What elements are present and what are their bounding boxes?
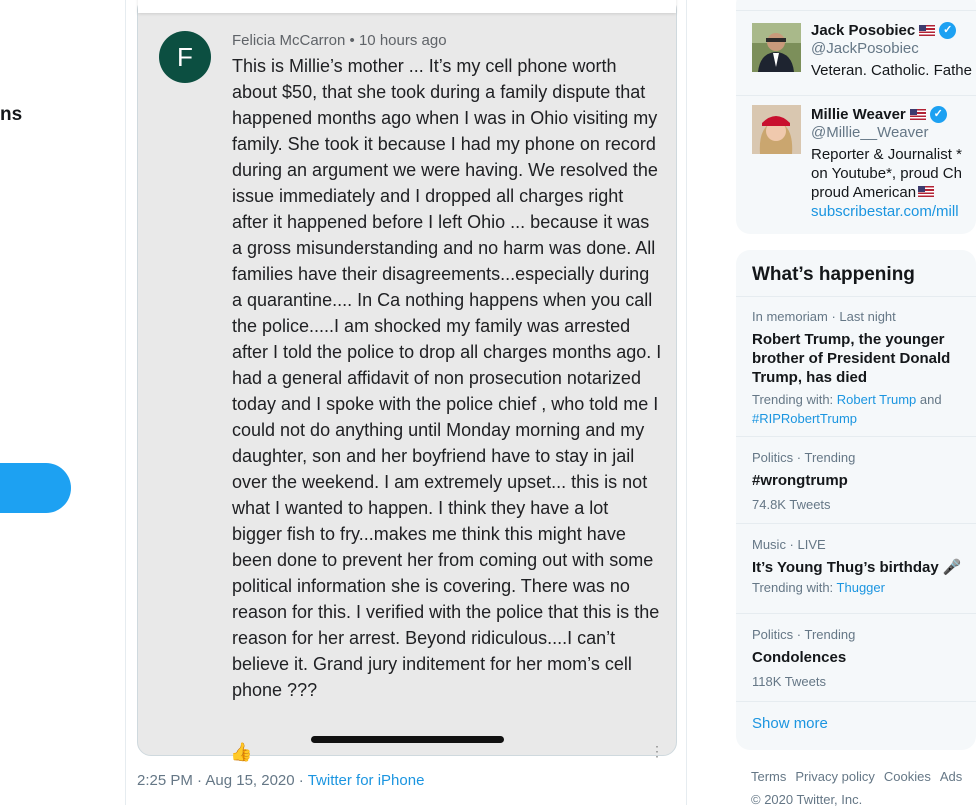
avatar[interactable]	[752, 23, 801, 72]
trend-meta: Politics · Trending	[752, 627, 856, 642]
footer-link-ads[interactable]: Ads	[939, 769, 963, 784]
tweet-source-link[interactable]: Twitter for iPhone	[307, 772, 425, 789]
bio-link[interactable]: subscribestar.com/mill	[811, 203, 959, 220]
tweet-button[interactable]	[0, 463, 71, 513]
relevant-people-box	[736, 0, 976, 234]
tweet-media-image[interactable]	[137, 0, 677, 762]
screenshot-top-bar	[138, 0, 676, 13]
copyright: © 2020 Twitter, Inc.	[751, 792, 863, 807]
verified-badge-icon: ✓	[939, 22, 956, 39]
person-jack-posobiec[interactable]	[736, 10, 976, 95]
person-info	[811, 22, 972, 80]
footer-link-terms[interactable]: Terms	[751, 769, 787, 784]
show-more-link[interactable]: Show more	[752, 715, 828, 732]
us-flag-icon	[919, 25, 935, 36]
whats-happening-box	[736, 250, 976, 750]
commenter-avatar: F	[159, 31, 211, 83]
divider	[736, 701, 976, 702]
person-info	[811, 106, 962, 221]
person-millie-weaver[interactable]	[736, 95, 976, 234]
person-bio: Veteran. Catholic. Fathe	[811, 62, 972, 79]
thumbs-up-icon: 👍	[230, 742, 255, 762]
trend-title: Robert Trump, the younger brother of President Donald Trump, has died	[752, 331, 951, 386]
more-icon: ⋮	[650, 743, 664, 759]
person-name: Millie Weaver ✓	[811, 106, 962, 123]
timestamp-dot: ·	[294, 772, 308, 789]
tweet-timestamp-line	[137, 772, 424, 789]
trend-link[interactable]: Robert Trump	[836, 392, 917, 407]
verified-badge-icon: ✓	[930, 106, 947, 123]
trend-meta: Politics · Trending	[752, 450, 856, 465]
nav-item-partial[interactable]: ns	[0, 104, 23, 125]
person-handle: @JackPosobiec	[811, 40, 919, 57]
comment-meta-separator: •	[349, 32, 355, 49]
person-name: Jack Posobiec ✓	[811, 22, 972, 39]
trend-count: 118K Tweets	[752, 674, 826, 689]
trend-item[interactable]	[736, 613, 976, 701]
person-handle: @Millie__Weaver	[811, 124, 929, 141]
trend-count: 74.8K Tweets	[752, 497, 831, 512]
comment-author: Felicia McCarron	[232, 32, 346, 49]
trend-meta: Music · LIVE	[752, 537, 826, 552]
trend-link[interactable]: #RIPRobertTrump	[752, 411, 857, 426]
avatar[interactable]	[752, 105, 801, 154]
tweet-timestamp[interactable]: 2:25 PM · Aug 15, 2020	[137, 772, 295, 789]
footer-link-cookies[interactable]: Cookies	[883, 769, 931, 784]
trend-item[interactable]	[736, 436, 976, 523]
trend-with: Trending with: Thugger	[752, 580, 885, 595]
trends-title: What’s happening	[752, 264, 915, 285]
us-flag-icon	[918, 186, 934, 197]
trend-item[interactable]	[736, 296, 976, 436]
trend-title: Condolences	[752, 649, 847, 666]
footer-links	[751, 769, 971, 784]
tweet-detail-column	[125, 0, 687, 805]
footer-link-privacy[interactable]: Privacy policy	[795, 769, 875, 784]
comment-actions	[230, 742, 254, 763]
comment-time: 10 hours ago	[358, 32, 447, 49]
trend-with: Trending with: Robert Trump and #RIPRobertTrump	[752, 392, 942, 426]
trend-meta: In memoriam · Last night	[752, 309, 896, 324]
trend-item[interactable]	[736, 523, 976, 613]
trend-title: #wrongtrump	[752, 472, 848, 489]
home-indicator	[311, 736, 504, 743]
trend-link[interactable]: Thugger	[836, 580, 885, 595]
comment-meta	[232, 32, 447, 49]
comment-body: This is Millie’s mother ... It’s my cell phone worth about $50, that she took during a family dispute that happened months ago when I was in Ohio visiting my family. She took it because I had my phone on record during an argument we were having. We resolved the issue immediately and I dropped all charges right after it happened before I left Ohio ... because it was a gross misunderstanding and no harm was done. All families have their disagreements...especially during a quarantine.... In Ca nothing happens when you call the police.....I am shocked my family was arrested after I told the police to drop all charges months ago. I had a general affidavit of non prosecution notarized today and I spoke with the police chief , who told me I could not do anything until Monday morning and my daughter, son and her boyfriend have to stay in jail over the weekend. I am extremely upset... this is not what I wanted to happen. I think they have a lot bigger fish to fry...makes me think this might have been done to prevent her from coming out with some political information she is covering. There was no reason for this. I verified with the police that this is the reason for her arrest. Beyond ridiculous....I can’t believe it. Grand jury inditement for her mom’s cell phone ???	[232, 56, 662, 700]
us-flag-icon	[910, 109, 926, 120]
trend-title: It’s Young Thug’s birthday 🎤	[752, 559, 962, 576]
person-bio: Reporter & Journalist * on Youtube*, proud Ch proud American subscribestar.com/mill	[811, 146, 962, 220]
